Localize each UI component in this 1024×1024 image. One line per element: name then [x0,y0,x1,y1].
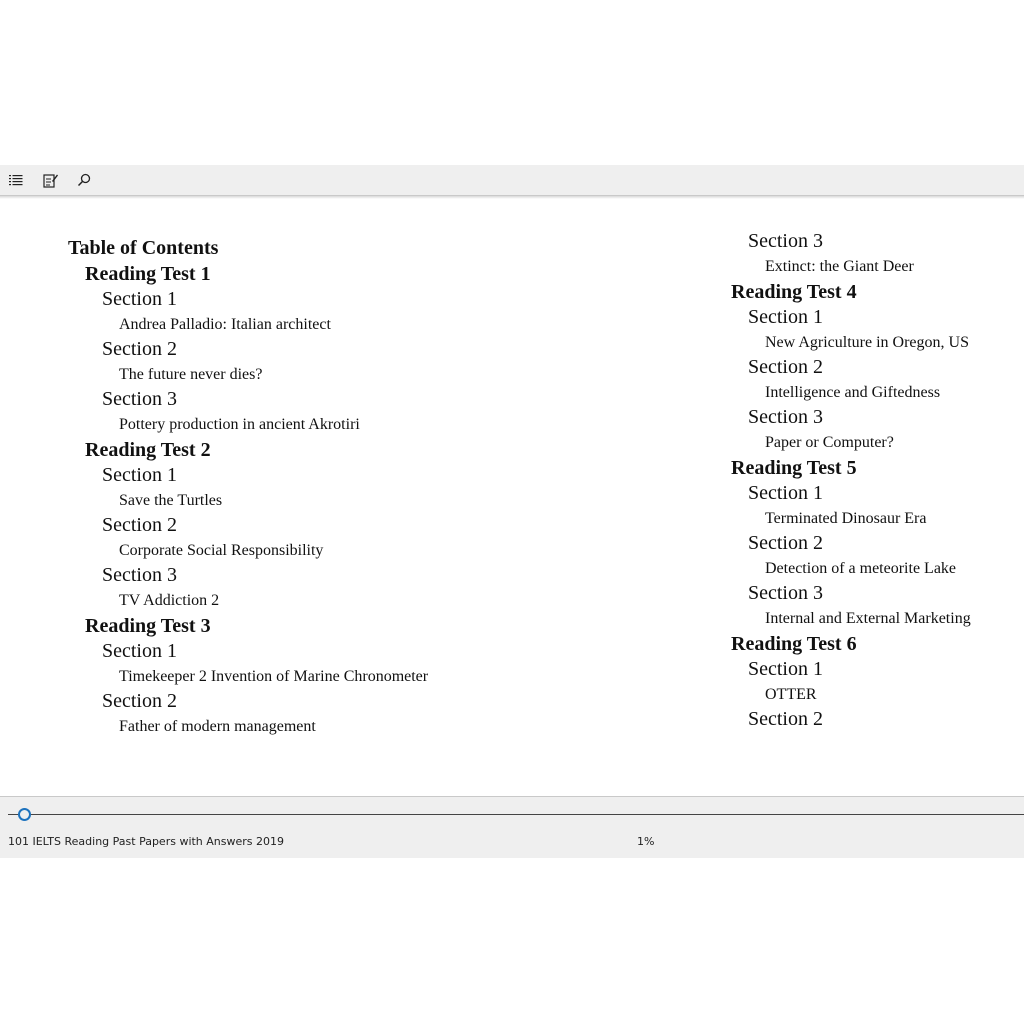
toc-passage-link[interactable]: Detection of a meteorite Lake [765,560,957,577]
notes-button[interactable] [42,172,58,188]
toc-passage-link[interactable]: New Agriculture in Oregon, US [765,334,969,351]
toc-passage-link[interactable]: Save the Turtles [119,492,223,509]
notes-icon [43,173,58,188]
toc-passage-link[interactable]: The future never dies? [119,366,263,383]
toc-section-link[interactable]: Section 3 [748,230,823,252]
toc-section-link[interactable]: Section 1 [102,288,177,310]
toc-passage-link[interactable]: Father of modern management [119,718,316,735]
progress-slider-thumb[interactable] [18,808,31,821]
toc-section-link[interactable]: Section 1 [748,306,823,328]
toc-test-link[interactable]: Reading Test 1 [85,263,211,285]
toc-passage-link[interactable]: OTTER [765,686,817,703]
reader-toolbar [0,165,1024,196]
search-button[interactable] [76,172,92,188]
toc-left-column [68,235,428,739]
toc-section-link[interactable]: Section 2 [102,690,177,712]
table-of-contents-button[interactable] [8,172,24,188]
progress-percent: 1% [637,835,655,848]
book-page [0,199,1024,796]
toc-passage-link[interactable]: TV Addiction 2 [119,592,220,609]
toc-section-link[interactable]: Section 1 [102,464,177,486]
toc-section-link[interactable]: Section 3 [748,406,823,428]
toc-heading: Table of Contents [68,237,219,259]
toc-section-link[interactable]: Section 2 [748,356,823,378]
toc-section-link[interactable]: Section 2 [748,532,823,554]
toc-test-link[interactable]: Reading Test 4 [731,281,857,303]
toc-section-link[interactable]: Section 2 [102,338,177,360]
book-title: 101 IELTS Reading Past Papers with Answers 2019 [8,835,285,848]
toc-section-link[interactable]: Section 3 [102,388,177,410]
toc-section-link[interactable]: Section 2 [748,708,823,730]
toc-test-link[interactable]: Reading Test 3 [85,615,211,637]
toc-passage-link[interactable]: Pottery production in ancient Akrotiri [119,416,360,433]
search-icon [77,173,91,187]
toc-passage-link[interactable]: Terminated Dinosaur Era [765,510,927,527]
list-icon [9,174,23,186]
toc-passage-link[interactable]: Andrea Palladio: Italian architect [119,316,331,333]
toc-passage-link[interactable]: Timekeeper 2 Invention of Marine Chronometer [119,668,429,685]
progress-slider-track[interactable] [8,814,1024,815]
toc-passage-link[interactable]: Intelligence and Giftedness [765,384,941,401]
toc-section-link[interactable]: Section 1 [102,640,177,662]
toc-section-link[interactable]: Section 3 [102,564,177,586]
toc-test-link[interactable]: Reading Test 2 [85,439,211,461]
toc-section-link[interactable]: Section 1 [748,658,823,680]
toc-test-link[interactable]: Reading Test 6 [731,633,857,655]
toc-passage-link[interactable]: Corporate Social Responsibility [119,542,324,559]
toc-right-column [731,229,971,732]
reader-footer [0,796,1024,858]
toc-passage-link[interactable]: Paper or Computer? [765,434,894,451]
toc-passage-link[interactable]: Internal and External Marketing [765,610,971,627]
toc-section-link[interactable]: Section 3 [748,582,823,604]
toc-test-link[interactable]: Reading Test 5 [731,457,857,479]
toc-section-link[interactable]: Section 2 [102,514,177,536]
toc-passage-link[interactable]: Extinct: the Giant Deer [765,258,914,275]
toc-section-link[interactable]: Section 1 [748,482,823,504]
